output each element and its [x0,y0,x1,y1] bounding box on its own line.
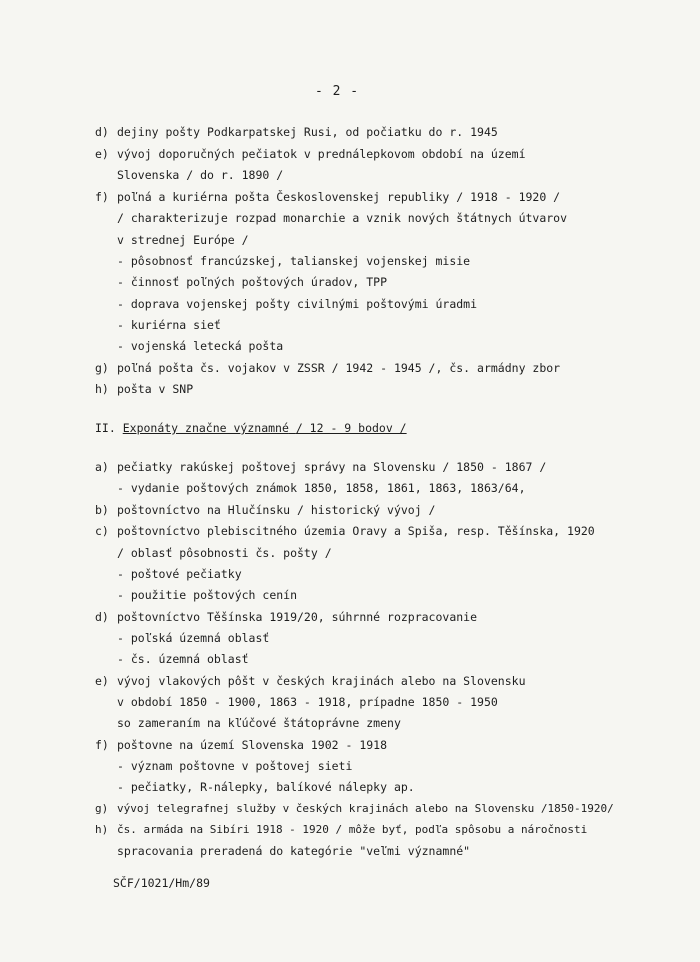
item-marker: d) [95,610,109,624]
item-a-sub-1: - vydanie poštových známok 1850, 1858, 1861, 1863, 1863/64, [117,481,526,495]
item-e-line-2: Slovenska / do r. 1890 / [117,168,284,182]
item-marker: a) [95,460,109,474]
section-title-text: Exponáty značne významné [122,421,289,435]
item-d2-line-1 [95,610,477,624]
item-text: pečiatky rakúskej poštovej správy na Slovensku / 1850 - 1867 / [117,460,547,474]
item-text: dejiny pošty Podkarpatskej Rusi, od počiatku do r. 1945 [117,125,498,139]
item-text: čs. armáda na Sibíri 1918 - 1920 / môže byť, podľa spôsobu a náročnosti [117,823,588,836]
item-text: poštovníctvo na Hlučínsku / historický vývoj / [117,503,436,517]
item-e2-line-1 [95,674,526,688]
item-c-sub-2: - použitie poštových cenín [117,588,298,602]
item-text: pošta v SNP [117,382,194,396]
item-e2-line-2: v období 1850 - 1900, 1863 - 1918, prípadne 1850 - 1950 [117,695,498,709]
item-f-sub-2: - činnosť poľných poštových úradov, TPP [117,275,388,289]
item-f2-sub-2: - pečiatky, R-nálepky, balíkové nálepky ap. [117,780,415,794]
item-f2-sub-1: - význam poštovne v poštovej sieti [117,759,353,773]
item-marker: d) [95,125,109,139]
item-c-line-2: / oblasť pôsobnosti čs. pošty / [117,546,332,560]
item-h2-line-2: spracovania preradená do kategórie "veľmi významné" [117,844,471,858]
item-text: vývoj doporučných pečiatok v prednálepkovom období na území [117,147,526,161]
item-text: poľná a kuriérna pošta Československej republiky / 1918 - 1920 / [117,190,561,204]
item-text: poľná pošta čs. vojakov v ZSSR / 1942 - 1945 /, čs. armádny zbor [117,361,561,375]
item-text: vývoj vlakových pôšt v českých krajinách alebo na Slovensku [117,674,526,688]
item-c-line-1 [95,524,595,538]
page-number: - 2 - [315,84,360,99]
item-f2-line-1 [95,738,387,752]
section-heading [95,421,407,435]
item-f-sub-1: - pôsobnosť francúzskej, talianskej vojenskej misie [117,254,471,268]
item-marker: f) [95,738,109,752]
item-text: poštovníctvo Těšínska 1919/20, súhrnné rozpracovanie [117,610,478,624]
item-f-sub-4: - kuriérna sieť [117,318,221,332]
item-b-line-1 [95,503,436,517]
item-marker: c) [95,524,109,538]
item-text: poštovníctvo plebiscitného územia Oravy a Spiša, resp. Těšínska, 1920 [117,524,595,538]
item-e2-line-3: so zameraním na kľúčové štátoprávne zmeny [117,716,401,730]
item-e-line-1 [95,147,526,161]
item-d-line-1 [95,125,498,139]
item-f-line-2: / charakterizuje rozpad monarchie a vznik nových štátnych útvarov [117,211,568,225]
item-marker: h) [95,382,109,396]
document-reference: SČF/1021/Hm/89 [113,876,210,890]
item-text: poštovne na území Slovenska 1902 - 1918 [117,738,388,752]
item-marker: f) [95,190,109,204]
section-title [123,421,407,435]
item-f-line-3: v strednej Európe / [117,233,249,247]
item-marker: b) [95,503,109,517]
item-marker: e) [95,147,109,161]
item-d2-sub-1: - poľská územná oblasť [117,631,270,645]
item-marker: e) [95,674,109,688]
item-f-line-1 [95,190,560,204]
section-points: / 12 - 9 bodov / [295,421,407,435]
item-f-sub-5: - vojenská letecká pošta [117,339,284,353]
item-text: vývoj telegrafnej služby v českých krajinách alebo na Slovensku /1850-1920/ [117,802,614,815]
item-g-line-1 [95,361,560,375]
item-marker: g) [95,802,109,815]
item-c-sub-1: - poštové pečiatky [117,567,242,581]
item-f-sub-3: - doprava vojenskej pošty civilnými poštovými úradmi [117,297,478,311]
item-g2-line-1 [95,802,614,815]
item-a-line-1 [95,460,546,474]
item-d2-sub-2: - čs. územná oblasť [117,652,249,666]
item-marker: g) [95,361,109,375]
item-h-line-1 [95,382,193,396]
section-number: II. [95,421,116,435]
item-marker: h) [95,823,109,836]
item-h2-line-1 [95,823,587,836]
